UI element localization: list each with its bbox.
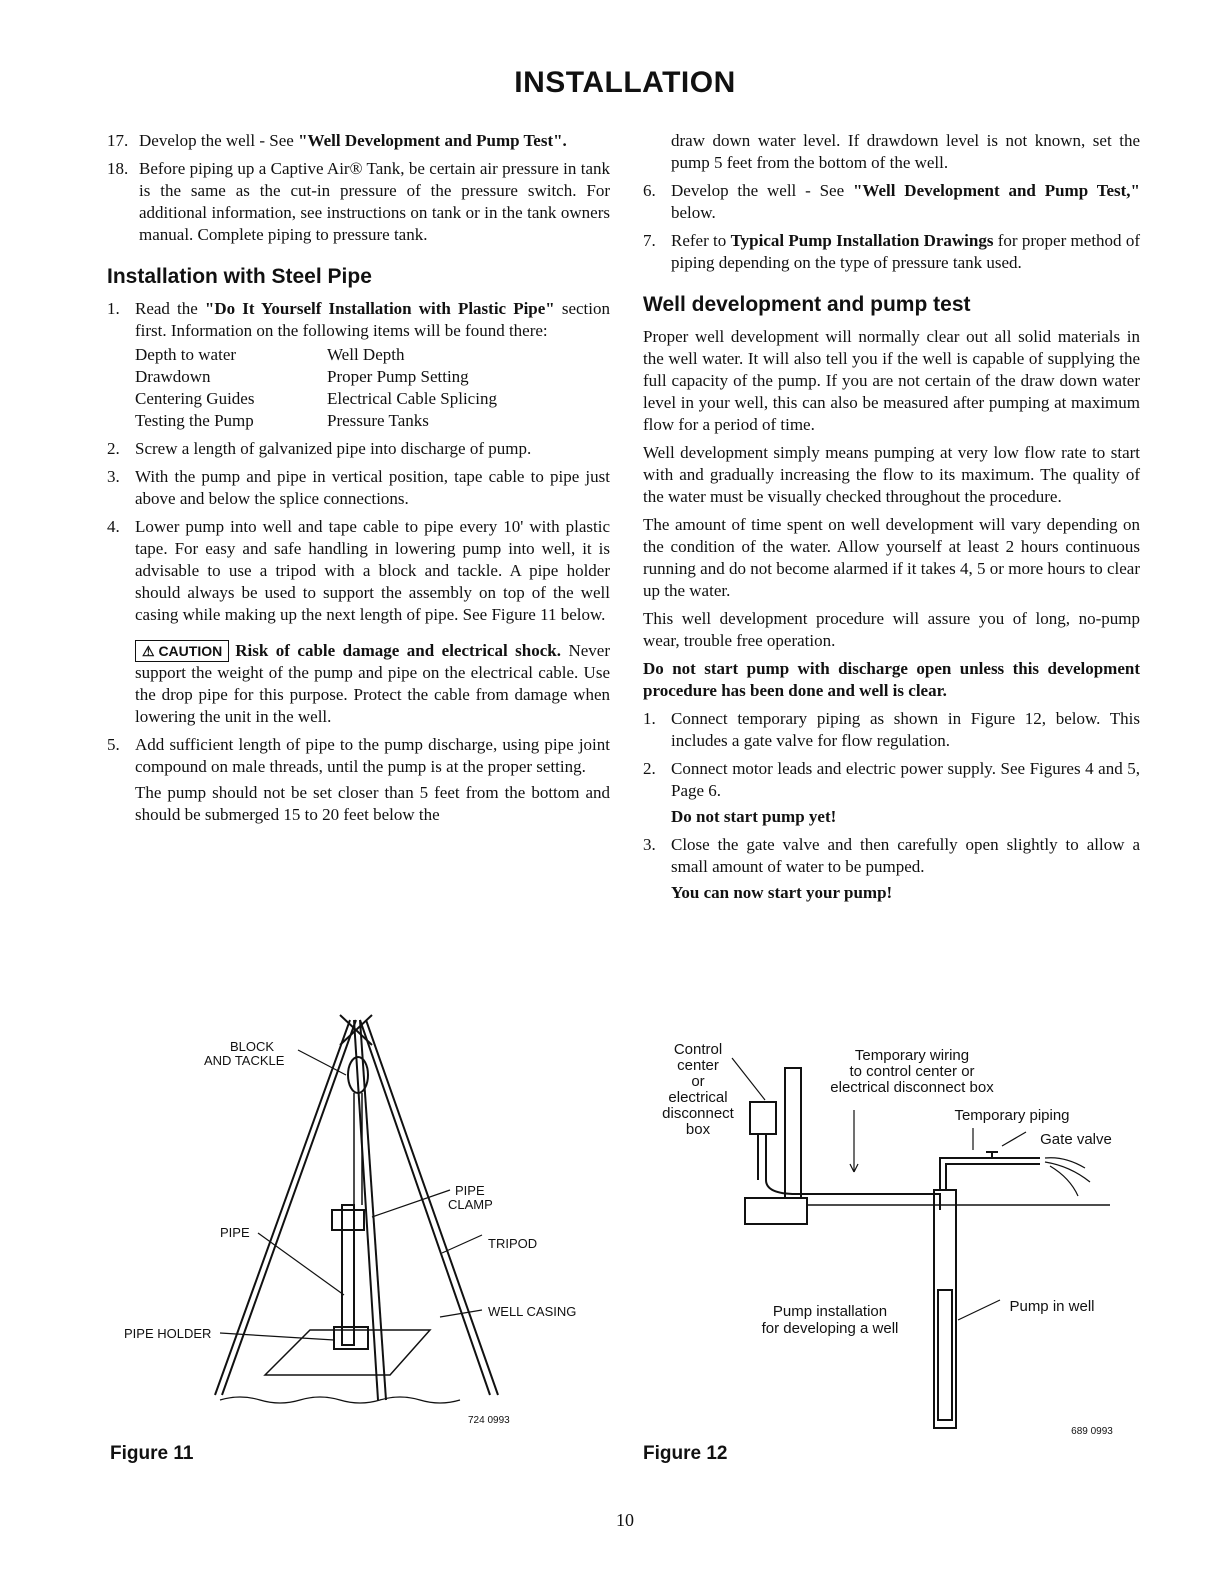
figure-code: 724 0993 (468, 1415, 510, 1426)
label-temp-wiring-1: Temporary wiring (854, 1047, 970, 1064)
step-7 (643, 230, 1140, 274)
step-text: below. (671, 203, 716, 222)
step-number: 2. (107, 439, 120, 458)
step-text: Connect motor leads and electric power supply. See Figures 4 and 5, Page 6. (671, 759, 1140, 800)
step-number: 5. (107, 735, 120, 754)
step-text: Refer to (671, 231, 731, 250)
step-ref: "Well Development and Pump Test," (852, 181, 1140, 200)
tripod-leg (222, 1020, 356, 1395)
page-title: INSTALLATION (514, 66, 736, 99)
step-text: Lower pump into well and tape cable to pipe every 10' with plastic tape. For easy and safe handling in lowering pump into well, it is advisable to use a tripod with a block and tackle. A pipe holder should always be used to support the assembly on top of the well casing while making up the next length of pipe. See Figure 11 below. (135, 517, 610, 624)
step-number: 2. (643, 759, 656, 778)
table-cell: Centering Guides (135, 389, 255, 408)
caution-title: Risk of cable damage and electrical shock. (235, 641, 561, 660)
items-table (135, 344, 610, 432)
label-block: BLOCK (230, 1039, 275, 1054)
label-pump-in-well: Pump in well (1009, 1298, 1095, 1315)
table-cell: Electrical Cable Splicing (327, 389, 497, 408)
paragraph: This well development procedure will assure you of long, no-pump wear, trouble free operation. (643, 609, 1140, 650)
table-cell: Well Depth (327, 345, 405, 364)
step-6 (643, 180, 1140, 224)
step-bold-note: Do not start pump yet! (671, 807, 837, 826)
table-row (135, 410, 610, 432)
step-2 (107, 438, 610, 460)
figure-11-label: Figure 11 (110, 1443, 194, 1464)
label-pipe: PIPE (455, 1183, 485, 1198)
step-text: Develop the well - See (671, 181, 853, 200)
pipe-clamp-shape (332, 1210, 364, 1230)
step-number: 6. (643, 181, 656, 200)
paragraph: Well development simply means pumping at very low flow rate to start with and gradually increasing the flow to its maximum. The quality of the water must be visually checked throughout the procedure. (643, 443, 1140, 506)
label-pump-install-2: for developing a well (761, 1320, 899, 1337)
step-number: 18. (107, 159, 129, 178)
table-row (135, 344, 610, 366)
step-17 (107, 130, 610, 152)
step-3 (107, 466, 610, 510)
table-cell: Depth to water (135, 345, 237, 364)
figure-12-pump-diagram (640, 1030, 1120, 1440)
dev-step-2 (643, 758, 1140, 828)
figure-code: 689 0993 (1071, 1426, 1113, 1437)
step-ref: "Do It Yourself Installation with Plastic Pipe" (204, 299, 555, 318)
table-row (135, 388, 610, 410)
label-control-4: electrical (668, 1089, 728, 1106)
step-4 (107, 516, 610, 728)
caution-block (135, 640, 610, 728)
step-text: Add sufficient length of pipe to the pump discharge, using pipe joint compound on male threads, until the pump is at the proper setting. (135, 735, 610, 776)
dev-step-3 (643, 834, 1140, 904)
label-control-6: box (685, 1121, 711, 1138)
table-row (135, 366, 610, 388)
step-text: Close the gate valve and then carefully open slightly to allow a small amount of water to be pumped. (671, 835, 1140, 876)
label-temp-wiring-3: electrical disconnect box (830, 1079, 994, 1096)
dev-step-1 (643, 708, 1140, 752)
pipe-shape (342, 1205, 354, 1345)
label-control-2: center (677, 1057, 719, 1074)
step-bold-note: You can now start your pump! (671, 883, 893, 902)
post (785, 1068, 801, 1198)
caution-text: Never support the weight of the pump and pipe on the electrical cable. Use the drop pipe for this purpose. Protect the cable from damage when lowering the unit in the well. (135, 641, 610, 726)
step-text: Read the (135, 299, 205, 318)
label-control-5: disconnect (662, 1105, 734, 1122)
step-ref: "Well Development and Pump Test". (298, 131, 567, 150)
label-pipe-holder: PIPE HOLDER (124, 1326, 212, 1341)
step-number: 7. (643, 231, 656, 250)
step-number: 17. (107, 131, 129, 150)
step-number: 1. (643, 709, 656, 728)
step-text: Develop the well - See (139, 131, 299, 150)
step-1 (107, 298, 610, 432)
pump-body (938, 1290, 952, 1420)
step-text: Screw a length of galvanized pipe into discharge of pump. (135, 439, 532, 458)
label-gate-valve: Gate valve (1040, 1131, 1112, 1148)
step-number: 3. (643, 835, 656, 854)
label-control-1: Control (673, 1041, 723, 1058)
step-text: section first. Information on the following items will be found there: (135, 299, 611, 340)
step-5 (107, 734, 610, 826)
page-number: 10 (616, 1510, 634, 1530)
label-pipe-main: PIPE (220, 1225, 250, 1240)
post-base (745, 1198, 807, 1224)
paragraph: The amount of time spent on well development will vary depending on the condition of the water. Allow yourself at least 2 hours continuous running and do not become alarmed if it takes 4, 5 or more hours to clear up the water. (643, 515, 1140, 600)
control-box (750, 1102, 776, 1134)
label-well-casing: WELL CASING (488, 1304, 577, 1319)
label-temp-wiring-2: to control center or (849, 1063, 975, 1080)
warning-text: Do not start pump with discharge open unless this development procedure has been done and well is clear. (643, 659, 1140, 700)
tripod-leg (215, 1020, 350, 1395)
caution-badge: ⚠ CAUTION (135, 640, 229, 662)
paragraph: Proper well development will normally clear out all solid materials in the well water. It will also tell you if the well is capable of supplying the full capacity of the pump. If you are not certain of the draw down water level in your well, this can also be measured after pumping at maximum flow for a period of time. (643, 327, 1140, 434)
figure-11-tripod-diagram (110, 1005, 610, 1435)
step-number: 3. (107, 467, 120, 486)
step-5-note: The pump should not be set closer than 5 feet from the bottom and should be submerged 15 to 20 feet below the (135, 783, 610, 824)
step-number: 4. (107, 517, 120, 536)
section-heading-well-development: Well development and pump test (643, 293, 971, 316)
section-heading-steel-pipe: Installation with Steel Pipe (107, 265, 372, 288)
label-control-3: or (691, 1073, 705, 1090)
label-temporary-piping: Temporary piping (954, 1107, 1070, 1124)
step-text: for proper method of piping depending on the type of pressure tank used. (671, 231, 1140, 272)
step-text: Connect temporary piping as shown in Figure 12, below. This includes a gate valve for flow regulation. (671, 709, 1140, 750)
figure-12-label: Figure 12 (643, 1443, 728, 1464)
step-18 (107, 158, 610, 246)
table-cell: Pressure Tanks (327, 411, 429, 430)
continued-text: draw down water level. If drawdown level is not known, set the pump 5 feet from the bottom of the well. (671, 131, 1140, 172)
left-column (107, 130, 610, 832)
step-ref: Typical Pump Installation Drawings (730, 231, 994, 250)
label-and-tackle: AND TACKLE (204, 1053, 285, 1068)
step-text: With the pump and pipe in vertical position, tape cable to pipe just above and below the splice connections. (135, 467, 610, 508)
step-number: 1. (107, 299, 120, 318)
right-column (643, 130, 1140, 910)
label-pump-install-1: Pump installation (772, 1303, 888, 1320)
table-cell: Drawdown (135, 367, 211, 386)
table-cell: Proper Pump Setting (327, 367, 469, 386)
step-text: Before piping up a Captive Air® Tank, be certain air pressure in tank is the same as the cut-in pressure of the pressure switch. For additional information, see instructions on tank or in the tank owners manual. Complete piping to pressure tank. (139, 159, 610, 244)
label-clamp: CLAMP (448, 1197, 493, 1212)
table-cell: Testing the Pump (135, 411, 254, 430)
label-tripod: TRIPOD (488, 1236, 538, 1251)
temporary-piping (940, 1158, 1040, 1190)
